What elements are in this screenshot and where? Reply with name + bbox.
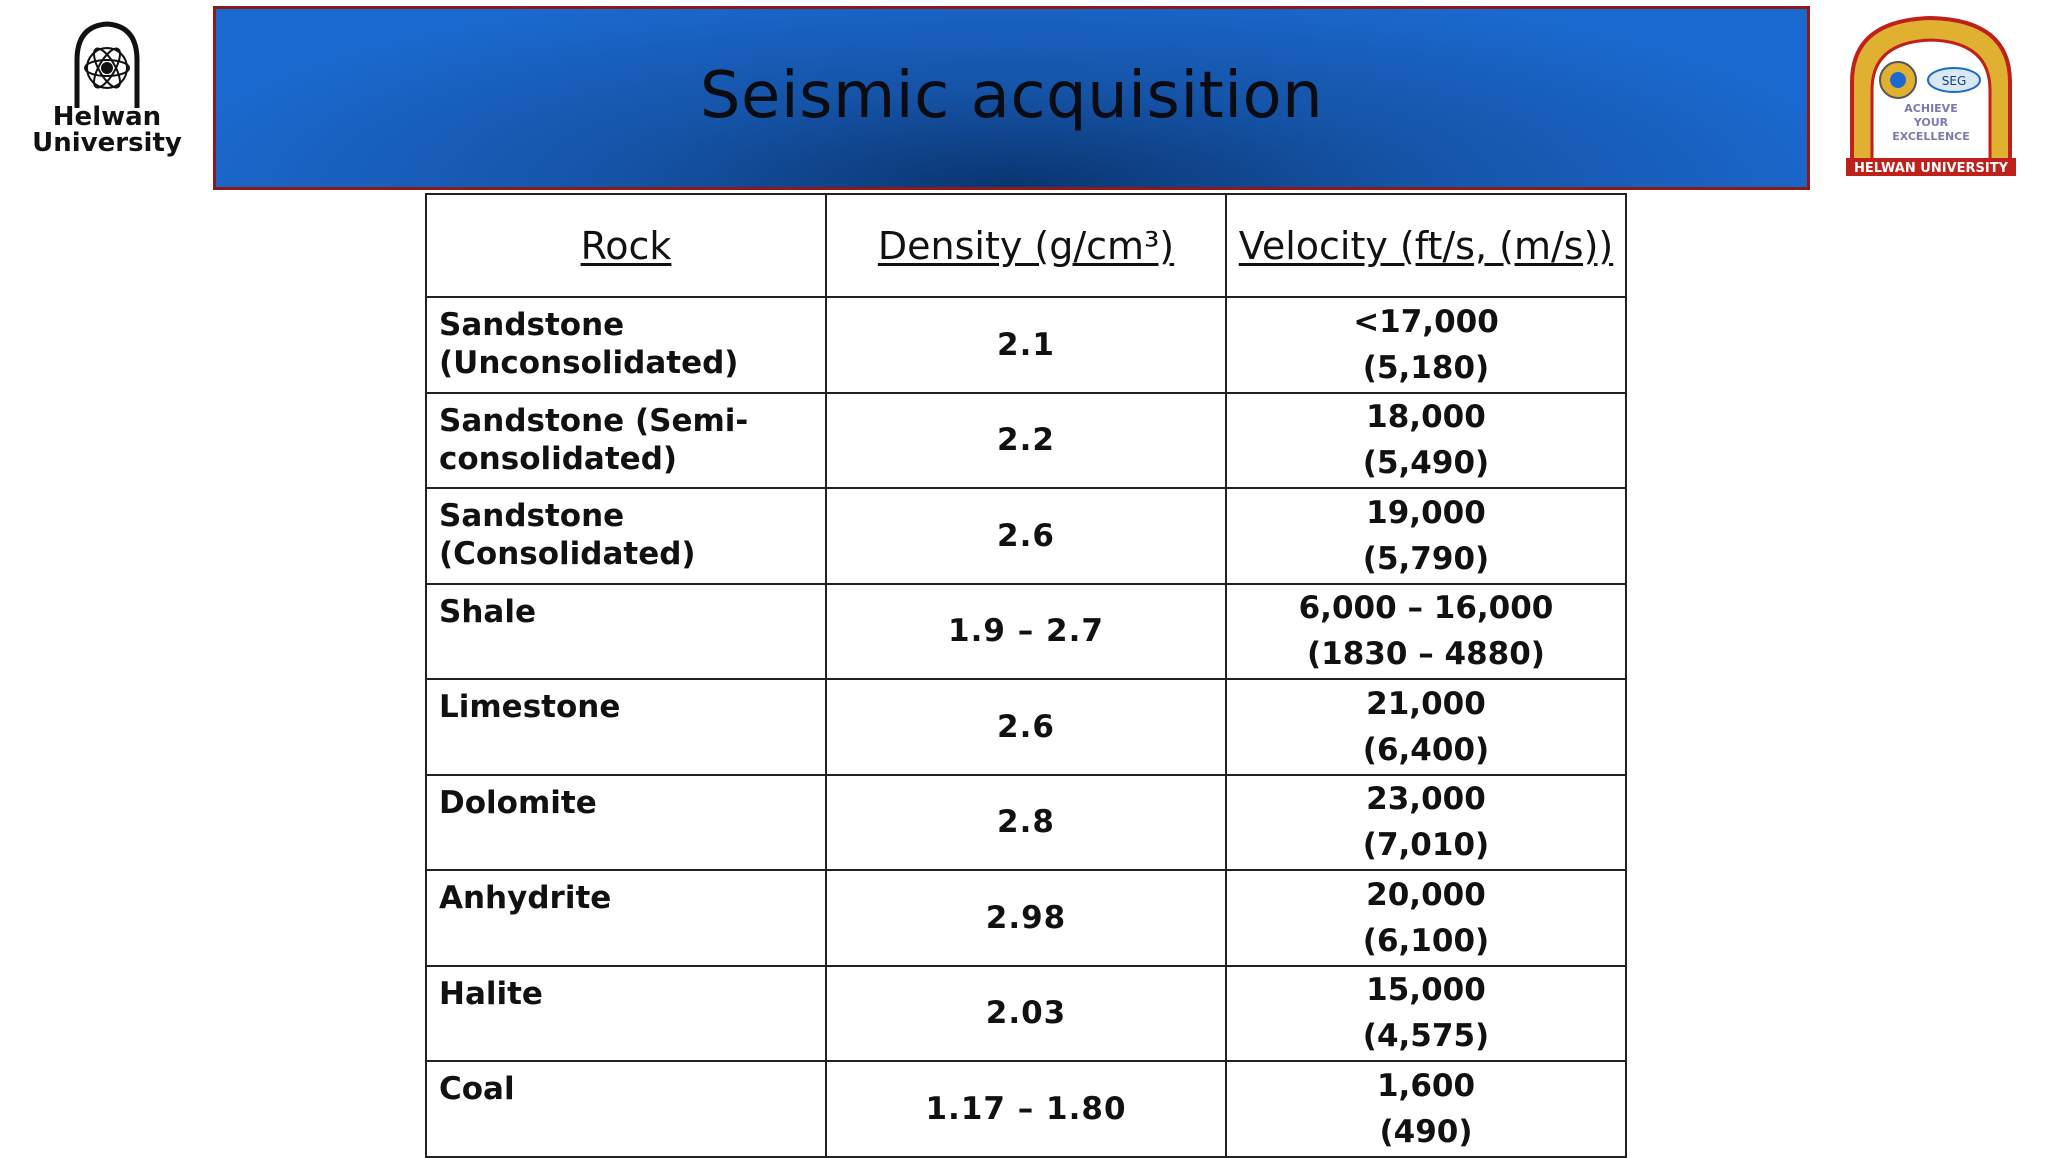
page-title: Seismic acquisition <box>699 59 1324 133</box>
velocity-cell <box>1226 775 1626 871</box>
velocity-m: (6,400) <box>1362 731 1490 768</box>
rock-name-cell: Limestone <box>426 679 826 775</box>
motto-line-3: EXCELLENCE <box>1892 130 1970 143</box>
table-row <box>426 775 1626 871</box>
logo-banner-text: HELWAN UNIVERSITY <box>1854 161 2008 176</box>
rock-name-cell: Halite <box>426 966 826 1062</box>
university-emblem-icon <box>67 20 147 110</box>
table-row <box>426 488 1626 584</box>
rock-name-cell: Sandstone (Unconsolidated) <box>426 297 826 393</box>
density-cell: 2.6 <box>826 488 1226 584</box>
velocity-cell <box>1226 966 1626 1062</box>
velocity-m: (490) <box>1379 1113 1473 1150</box>
table-row <box>426 297 1626 393</box>
velocity-m: (5,490) <box>1362 445 1490 482</box>
velocity-ft: 19,000 <box>1366 494 1486 531</box>
rock-name-cell: Dolomite <box>426 775 826 871</box>
table-row <box>426 870 1626 966</box>
velocity-cell <box>1226 1061 1626 1157</box>
velocity-cell <box>1226 297 1626 393</box>
seg-badge-text: SEG <box>1941 74 1967 88</box>
rock-name-cell: Sandstone (Semi-consolidated) <box>426 393 826 489</box>
velocity-ft: 20,000 <box>1366 876 1486 913</box>
density-cell: 2.6 <box>826 679 1226 775</box>
velocity-ft: 21,000 <box>1366 685 1486 722</box>
density-cell: 1.17 – 1.80 <box>826 1061 1226 1157</box>
velocity-cell <box>1226 584 1626 680</box>
motto-line-2: YOUR <box>1913 116 1949 129</box>
velocity-m: (5,180) <box>1362 349 1490 386</box>
velocity-m: (4,575) <box>1362 1018 1490 1055</box>
velocity-cell <box>1226 870 1626 966</box>
rock-name-cell: Sandstone (Consolidated) <box>426 488 826 584</box>
title-banner <box>213 6 1810 190</box>
header-velocity: Velocity (ft/s, (m/s)) <box>1226 194 1626 297</box>
density-cell: 1.9 – 2.7 <box>826 584 1226 680</box>
table-row <box>426 393 1626 489</box>
velocity-cell <box>1226 488 1626 584</box>
table-row <box>426 679 1626 775</box>
table-row <box>426 1061 1626 1157</box>
velocity-ft: 18,000 <box>1366 399 1486 436</box>
rock-name-cell: Coal <box>426 1061 826 1157</box>
velocity-ft: <17,000 <box>1353 303 1499 340</box>
society-logo <box>1842 12 2020 178</box>
table-header-row <box>426 194 1626 297</box>
velocity-m: (7,010) <box>1362 827 1490 864</box>
velocity-ft: 15,000 <box>1366 972 1486 1009</box>
velocity-m: (6,100) <box>1362 922 1490 959</box>
density-cell: 2.2 <box>826 393 1226 489</box>
society-emblem-icon <box>1842 12 2020 178</box>
velocity-cell <box>1226 393 1626 489</box>
table-row <box>426 584 1626 680</box>
rock-properties-table <box>425 193 1627 1158</box>
motto-line-1: ACHIEVE <box>1904 102 1958 115</box>
velocity-ft: 6,000 – 16,000 <box>1298 590 1554 627</box>
rock-name-cell: Anhydrite <box>426 870 826 966</box>
table-row <box>426 966 1626 1062</box>
density-cell: 2.1 <box>826 297 1226 393</box>
velocity-ft: 23,000 <box>1366 781 1486 818</box>
velocity-cell <box>1226 679 1626 775</box>
helwan-university-logo <box>22 20 192 170</box>
rock-name-cell: Shale <box>426 584 826 680</box>
density-cell: 2.03 <box>826 966 1226 1062</box>
university-name: Helwan University <box>32 102 182 158</box>
header-density: Density (g/cm³) <box>826 194 1226 297</box>
velocity-ft: 1,600 <box>1376 1067 1476 1104</box>
velocity-m: (5,790) <box>1362 540 1490 577</box>
velocity-m: (1830 – 4880) <box>1307 636 1545 673</box>
density-cell: 2.8 <box>826 775 1226 871</box>
header-rock: Rock <box>426 194 826 297</box>
density-cell: 2.98 <box>826 870 1226 966</box>
